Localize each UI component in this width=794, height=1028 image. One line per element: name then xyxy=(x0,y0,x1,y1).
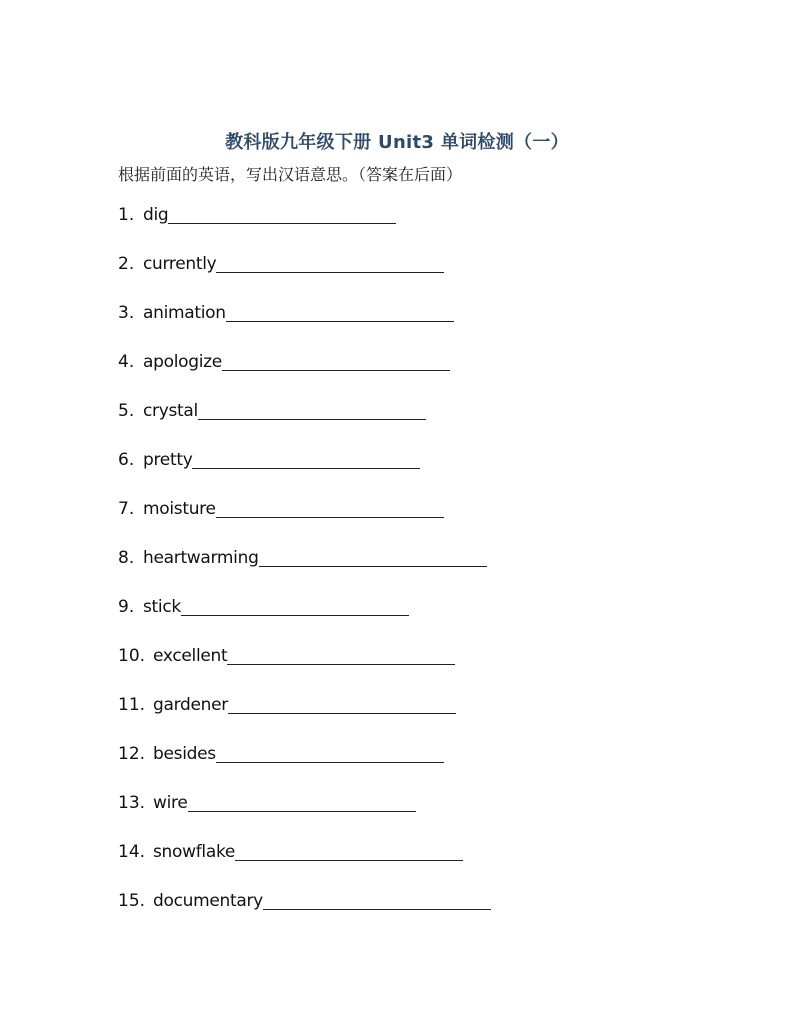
list-item xyxy=(118,254,491,303)
page-title: 教科版九年级下册 Unit3 单词检测（一） xyxy=(225,132,569,153)
item-number: 6. xyxy=(118,450,135,470)
item-number: 5. xyxy=(118,401,135,421)
item-number: 13. xyxy=(118,793,146,813)
item-number: 4. xyxy=(118,352,135,372)
item-word: wire xyxy=(153,793,188,813)
list-item xyxy=(118,401,491,450)
answer-blank[interactable] xyxy=(168,205,396,224)
list-item xyxy=(118,499,491,548)
list-item xyxy=(118,450,491,499)
answer-blank[interactable] xyxy=(235,842,463,861)
item-number: 15. xyxy=(118,891,146,911)
item-number: 12. xyxy=(118,744,146,764)
item-word: stick xyxy=(143,597,181,617)
list-item xyxy=(118,842,491,891)
item-word: moisture xyxy=(143,499,216,519)
answer-blank[interactable] xyxy=(216,499,444,518)
answer-blank[interactable] xyxy=(216,744,444,763)
answer-blank[interactable] xyxy=(181,597,409,616)
answer-blank[interactable] xyxy=(192,450,420,469)
item-word: excellent xyxy=(153,646,228,666)
item-number: 3. xyxy=(118,303,135,323)
answer-blank[interactable] xyxy=(216,254,444,273)
list-item xyxy=(118,303,491,352)
answer-blank[interactable] xyxy=(263,891,491,910)
list-item xyxy=(118,205,491,254)
item-number: 11. xyxy=(118,695,146,715)
answer-blank[interactable] xyxy=(228,695,456,714)
answer-blank[interactable] xyxy=(259,548,487,567)
list-item xyxy=(118,695,491,744)
item-number: 8. xyxy=(118,548,135,568)
item-word: besides xyxy=(153,744,216,764)
answer-blank[interactable] xyxy=(198,401,426,420)
answer-blank[interactable] xyxy=(222,352,450,371)
item-word: pretty xyxy=(143,450,193,470)
item-word: crystal xyxy=(143,401,198,421)
list-item xyxy=(118,744,491,793)
item-word: snowflake xyxy=(153,842,236,862)
instruction-text: 根据前面的英语，写出汉语意思。（答案在后面） xyxy=(118,165,463,184)
item-number: 10. xyxy=(118,646,146,666)
answer-blank[interactable] xyxy=(188,793,416,812)
item-number: 7. xyxy=(118,499,135,519)
item-word: documentary xyxy=(153,891,263,911)
item-word: animation xyxy=(143,303,226,323)
list-item xyxy=(118,597,491,646)
item-word: apologize xyxy=(143,352,222,372)
item-number: 2. xyxy=(118,254,135,274)
list-item xyxy=(118,891,491,940)
list-item xyxy=(118,646,491,695)
item-number: 1. xyxy=(118,205,135,225)
vocabulary-list xyxy=(118,205,491,940)
list-item xyxy=(118,548,491,597)
list-item xyxy=(118,793,491,842)
item-word: dig xyxy=(143,205,169,225)
item-number: 9. xyxy=(118,597,135,617)
answer-blank[interactable] xyxy=(227,646,455,665)
list-item xyxy=(118,352,491,401)
item-word: gardener xyxy=(153,695,228,715)
answer-blank[interactable] xyxy=(226,303,454,322)
item-word: currently xyxy=(143,254,217,274)
item-number: 14. xyxy=(118,842,146,862)
item-word: heartwarming xyxy=(143,548,259,568)
